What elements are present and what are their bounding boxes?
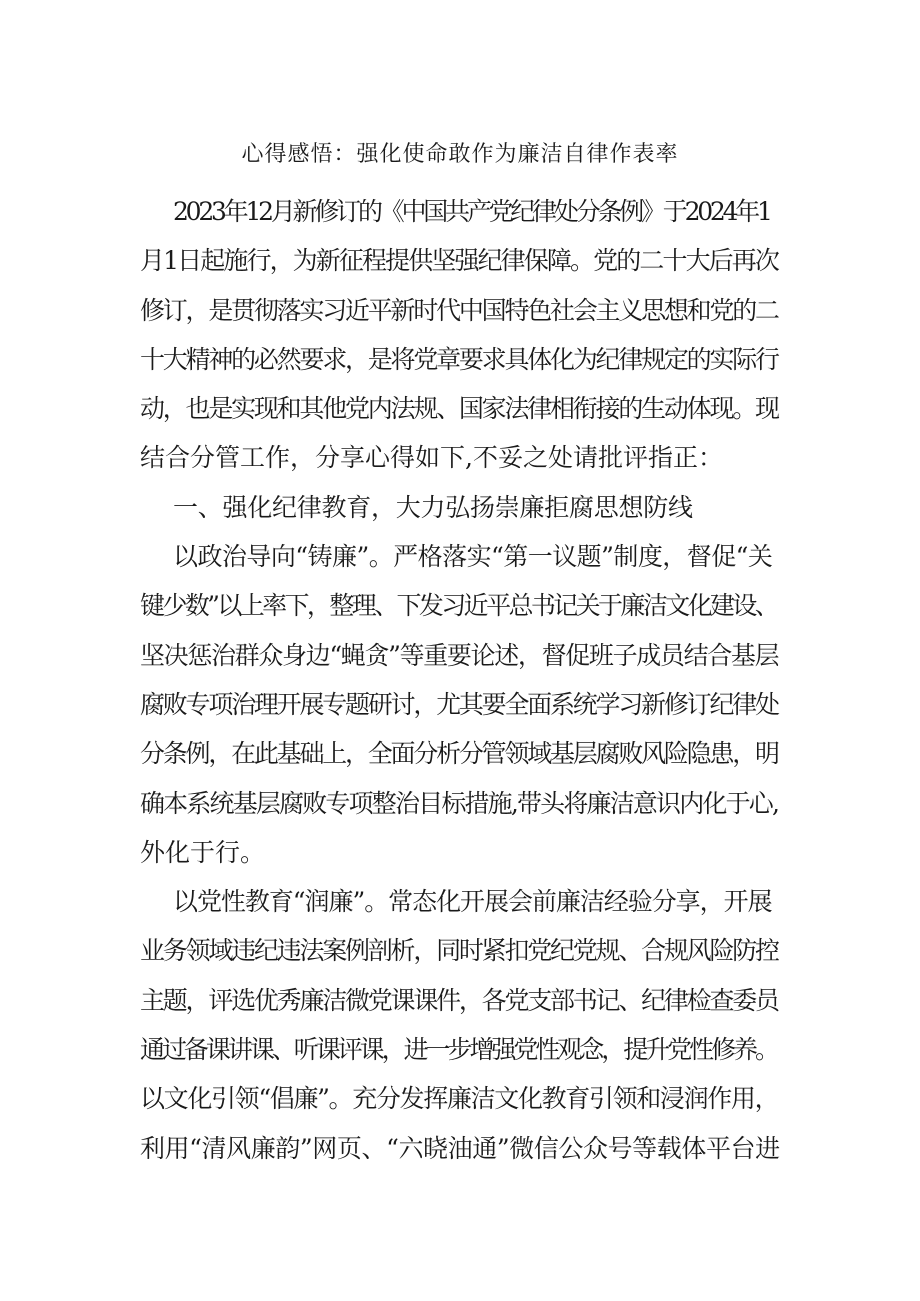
paragraph-line: 分条例，在此基础上，全面分析分管领域基层腐败风险隐患，明 — [140, 739, 778, 768]
paragraph-line: 2023年12月新修订的《中国共产党纪律处分条例》于2024年1 — [173, 197, 770, 226]
paragraph-line: 键少数”以上率下，整理、下发习近平总书记关于廉洁文化建设、 — [140, 591, 778, 620]
paragraph-line: 以政治导向“铸廉”。严格落实“第一议题”制度，督促“关 — [173, 542, 773, 571]
paragraph-line: 主题，评选优秀廉洁微党课课件，各党支部书记、纪律检查委员 — [140, 986, 778, 1015]
document-title: 心得感悟：强化使命敢作为廉洁自律作表率 — [241, 142, 679, 167]
paragraph-line: 结合分管工作，分享心得如下,不妥之处请批评指正： — [140, 443, 723, 472]
paragraph-line: 修订，是贯彻落实习近平新时代中国特色社会主义思想和党的二 — [140, 296, 778, 325]
paragraph-line: 通过备课讲课、听课评课，进一步增强党性观念，提升党性修养。 — [140, 1035, 777, 1064]
paragraph-line: 利用“清风廉韵”网页、“六晓油通”微信公众号等载体平台进 — [140, 1134, 780, 1163]
paragraph-line: 月1日起施行，为新征程提供坚强纪律保障。党的二十大后再次 — [140, 246, 779, 275]
paragraph-line: 确本系统基层腐败专项整治目标措施,带头将廉洁意识内化于心, — [140, 789, 779, 818]
paragraph-line: 外化于行。 — [140, 838, 266, 867]
paragraph-line: 十大精神的必然要求，是将党章要求具体化为纪律规定的实际行 — [140, 345, 778, 374]
paragraph-line: 动，也是实现和其他党内法规、国家法律相衔接的生动体现。现 — [140, 394, 778, 423]
paragraph-line: 以党性教育“润廉”。常态化开展会前廉洁经验分享，开展 — [173, 887, 772, 916]
paragraph-line: 以文化引领“倡廉”。充分发挥廉洁文化教育引领和浸润作用， — [140, 1084, 779, 1113]
paragraph-line: 坚决惩治群众身边“蝇贪”等重要论述，督促班子成员结合基层 — [140, 641, 779, 670]
paragraph-line: 腐败专项治理开展专题研讨，尤其要全面系统学习新修订纪律处 — [140, 690, 778, 719]
paragraph-line: 业务领域违纪违法案例剖析，同时紧扣党纪党规、合规风险防控 — [140, 936, 778, 965]
section-heading: 一、强化纪律教育，大力弘扬崇廉拒腐思想防线 — [173, 493, 693, 522]
